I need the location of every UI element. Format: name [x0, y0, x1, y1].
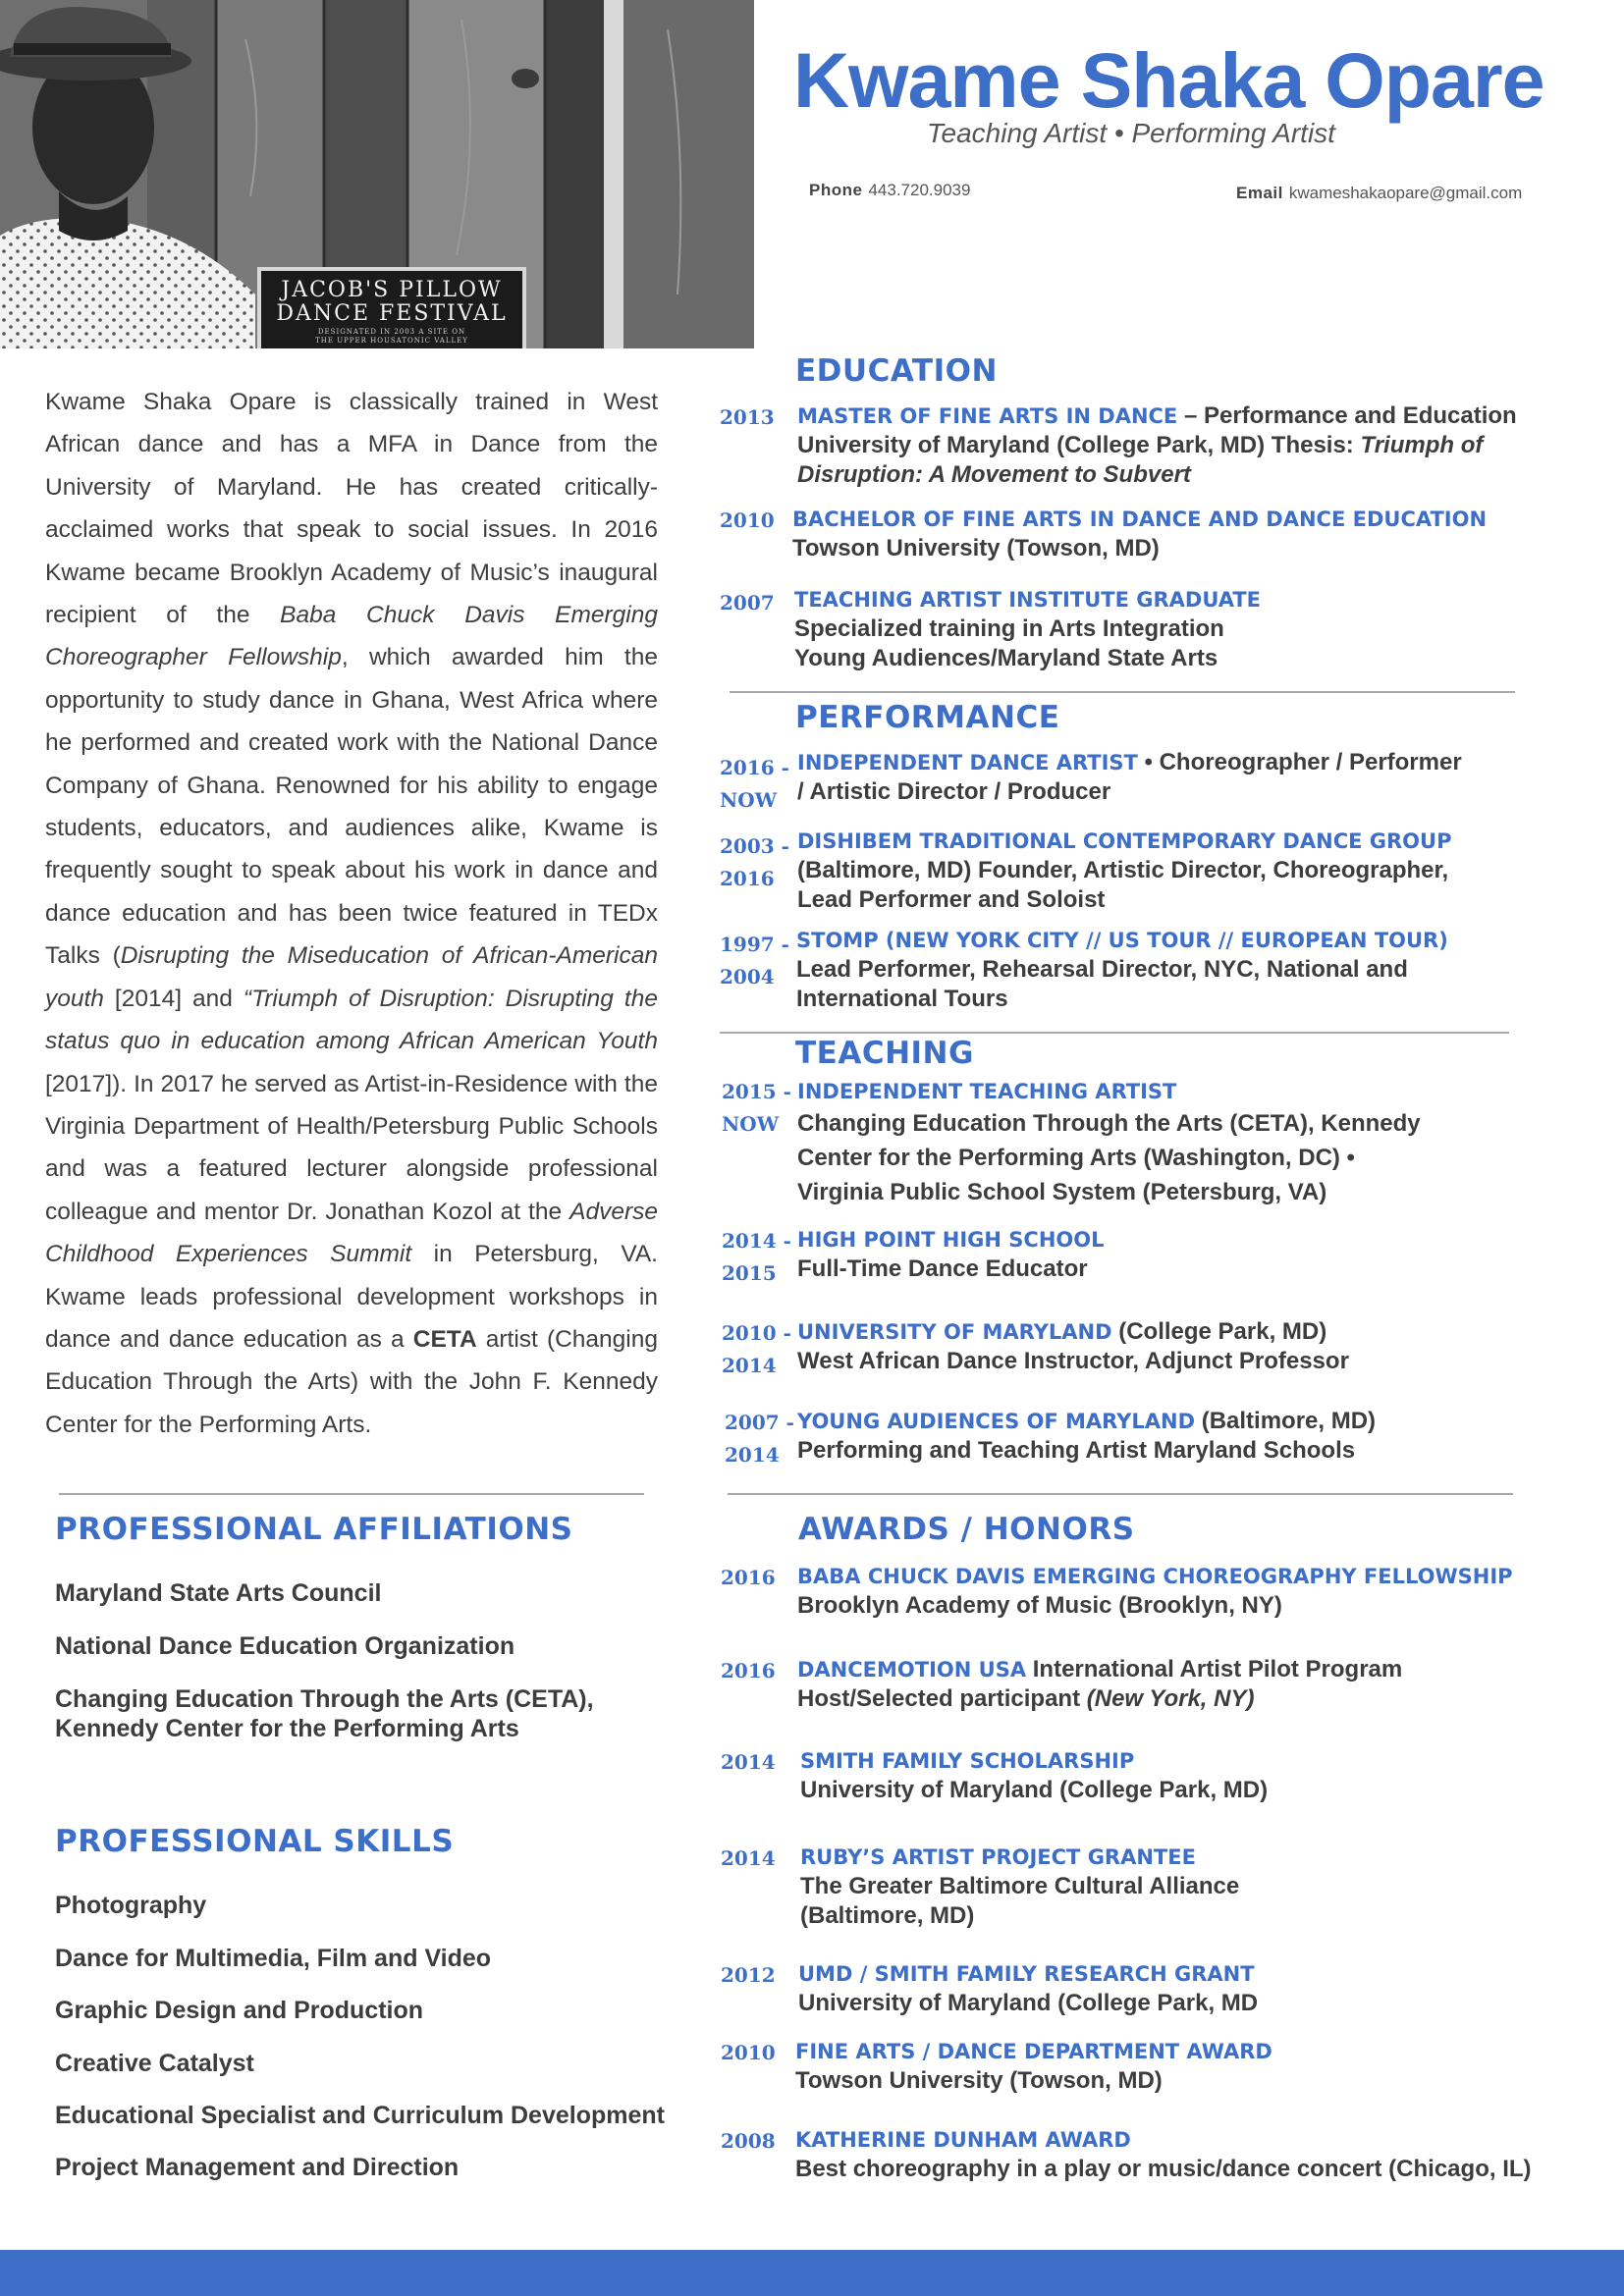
list-item: Kennedy Center for the Performing Arts [55, 1715, 519, 1742]
phone-number[interactable]: 443.720.9039 [868, 181, 971, 199]
bio-segment: [2017]). In 2017 he served as Artist-in-Residence with the Virginia Department of Health/Petersburg Public Schools and was a featured lecturer alongside professional colleague and mentor Dr. Jonathan Kozol at the [45, 1070, 658, 1225]
entry-year: 2008 [721, 2129, 776, 2153]
bio-segment: Adverse Childhood Experiences Summit [45, 1198, 658, 1268]
entry-text: Lead Performer and Soloist [797, 886, 1106, 913]
bio-segment: Kwame Shaka Opare is classically trained in West African dance and has a MFA in Dance from the University of Maryland. He has created critically-acclaimed works that speak to social issues. In 2016 Kwame became Brooklyn Academy of Music’s inaugural recipient of the [45, 389, 658, 629]
photo-sign-small1: DESIGNATED IN 2003 A SITE ON [317, 328, 466, 336]
entry-text: Best choreography in a play or music/dance concert (Chicago, IL) [795, 2156, 1532, 2182]
entry-text: Lead Performer, Rehearsal Director, NYC, National and [796, 956, 1408, 983]
bio-segment: , which awarded him the opportunity to study dance in Ghana, West Africa where he performed and created work with the National Dance Company of Ghana. Renowned for his ability to engage students, educators, and audiences alike, Kwame is frequently sought to speak about his work in dance and dance education and has been twice featured in TEDx Talks ( [45, 644, 658, 970]
entry-text: Changing Education Through the Arts (CETA), Kennedy [797, 1110, 1421, 1137]
entry-heading: INDEPENDENT DANCE ARTIST [797, 751, 1138, 774]
photo-sign-small2: THE UPPER HOUSATONIC VALLEY [315, 337, 468, 345]
entry-year: 2014 [721, 1750, 776, 1774]
list-item: Dance for Multimedia, Film and Video [55, 1945, 492, 1972]
award-entry [798, 1959, 1258, 2018]
photo-sign [257, 267, 526, 348]
entry-year [725, 1407, 794, 1471]
teaching-entry [797, 1225, 1105, 1284]
list-item: Educational Specialist and Curriculum Development [55, 2102, 665, 2129]
entry-year: 2014 [721, 1846, 776, 1870]
award-entry [800, 1746, 1268, 1805]
entry-tail: (College Park, MD) [1118, 1318, 1327, 1345]
year-start: 1997 - [720, 933, 789, 956]
entry-text: Performing and Teaching Artist Maryland Schools [797, 1437, 1356, 1464]
entry-heading: SMITH FAMILY SCHOLARSHIP [800, 1749, 1135, 1773]
divider [59, 1493, 644, 1495]
education-entry [794, 585, 1261, 673]
performance-entry [796, 926, 1448, 1014]
entry-text: Brooklyn Academy of Music (Brooklyn, NY) [797, 1592, 1282, 1619]
bio-segment: CETA [412, 1325, 477, 1353]
entry-text: Towson University (Towson, MD) [792, 535, 1160, 561]
bio-segment: “Triumph of Disruption: Disrupting the status quo in education among African American Youth [45, 985, 658, 1055]
entry-heading: KATHERINE DUNHAM AWARD [795, 2128, 1131, 2152]
education-entry [797, 401, 1517, 490]
year-start: 2010 - [722, 1321, 791, 1345]
entry-year [720, 830, 789, 895]
entry-text: Young Audiences/Maryland State Arts [794, 645, 1218, 671]
affiliations-title: PROFESSIONAL AFFILIATIONS [55, 1512, 573, 1547]
divider [720, 1032, 1509, 1034]
entry-heading: STOMP (NEW YORK CITY // US TOUR // EUROPEAN TOUR) [796, 929, 1448, 952]
bio-segment: Disrupting the Miseducation of African-American youth [45, 942, 658, 1012]
teaching-entry [797, 1077, 1421, 1209]
entry-text: University of Maryland (College Park, MD [798, 1990, 1259, 2016]
list-item: National Dance Education Organization [55, 1632, 515, 1660]
teaching-entry [797, 1317, 1349, 1376]
entry-heading: HIGH POINT HIGH SCHOOL [797, 1228, 1105, 1252]
entry-tail: International Artist Pilot Program [1032, 1656, 1403, 1682]
entry-heading: RUBY’S ARTIST PROJECT GRANTEE [800, 1845, 1196, 1869]
year-end: NOW [720, 788, 778, 812]
entry-heading: INDEPENDENT TEACHING ARTIST [797, 1080, 1177, 1103]
entry-text: Full-Time Dance Educator [797, 1255, 1088, 1282]
entry-text: Triumph of [1360, 432, 1484, 458]
entry-year [720, 752, 789, 817]
teaching-entry [797, 1407, 1376, 1466]
entry-text: / Artistic Director / Producer [797, 778, 1111, 805]
list-item: Graphic Design and Production [55, 1997, 424, 2024]
entry-heading: MASTER OF FINE ARTS IN DANCE [797, 404, 1178, 428]
year-end: 2014 [725, 1443, 780, 1467]
photo-sign-line2: DANCE FESTIVAL [276, 301, 508, 326]
entry-year: 2016 [721, 1659, 776, 1682]
entry-text: University of Maryland (College Park, MD) [800, 1777, 1269, 1803]
email-address[interactable]: kwameshakaopare@gmail.com [1288, 184, 1523, 202]
entry-text: West African Dance Instructor, Adjunct Professor [797, 1348, 1349, 1374]
year-end: 2015 [722, 1261, 777, 1285]
bio-paragraph [45, 381, 658, 1446]
entry-text: – Performance and Education [1183, 402, 1517, 429]
entry-text: Center for the Performing Arts (Washington, DC) • [797, 1145, 1355, 1171]
entry-year: 2010 [721, 2041, 776, 2064]
list-item: Photography [55, 1892, 207, 1919]
email-contact [1236, 184, 1522, 203]
entry-heading: BACHELOR OF FINE ARTS IN DANCE AND DANCE EDUCATION [792, 507, 1488, 531]
bio-segment: in Petersburg, VA. Kwame leads professional development workshops in dance and dance education as a [45, 1241, 658, 1353]
bio-segment: Baba Chuck Davis Emerging Choreographer Fellowship [45, 602, 658, 671]
entry-text: Specialized training in Arts Integration [794, 615, 1224, 642]
entry-text: International Tours [796, 986, 1008, 1012]
entry-text: Towson University (Towson, MD) [795, 2067, 1163, 2094]
education-entry [792, 505, 1487, 563]
entry-year: 2010 [720, 508, 775, 532]
entry-heading: FINE ARTS / DANCE DEPARTMENT AWARD [795, 2040, 1272, 2063]
entry-year [722, 1076, 791, 1141]
year-end: 2004 [720, 965, 775, 988]
entry-heading: YOUNG AUDIENCES OF MARYLAND [797, 1410, 1196, 1433]
entry-year [720, 929, 789, 993]
entry-text: Virginia Public School System (Petersburg, VA) [797, 1179, 1327, 1205]
year-start: 2015 - [722, 1080, 791, 1103]
year-end: 2014 [722, 1354, 777, 1377]
list-item: Changing Education Through the Arts (CETA), [55, 1685, 594, 1713]
divider [730, 691, 1515, 693]
skills-title: PROFESSIONAL SKILLS [55, 1824, 455, 1859]
entry-year: 2012 [721, 1963, 776, 1987]
phone-label: Phone [809, 181, 863, 199]
year-end: NOW [722, 1112, 780, 1136]
photo-sign-line1: JACOB'S PILLOW [281, 278, 503, 302]
list-item: Project Management and Direction [55, 2154, 460, 2181]
list-item: Creative Catalyst [55, 2050, 254, 2077]
entry-text: (Baltimore, MD) Founder, Artistic Director, Choreographer, [797, 857, 1449, 883]
entry-year [722, 1317, 791, 1382]
entry-heading: DANCEMOTION USA [797, 1658, 1027, 1682]
year-start: 2016 - [720, 756, 789, 779]
entry-text: (New York, NY) [1086, 1685, 1255, 1712]
performance-entry [797, 748, 1462, 807]
name-heading: Kwame Shaka Opare [793, 36, 1544, 124]
entry-heading: UMD / SMITH FAMILY RESEARCH GRANT [798, 1962, 1255, 1986]
subtitle: Teaching Artist • Performing Artist [927, 118, 1335, 148]
entry-heading: UNIVERSITY OF MARYLAND [797, 1320, 1112, 1344]
entry-text: Disruption: A Movement to Subvert [797, 461, 1191, 488]
awards-title: AWARDS / HONORS [798, 1512, 1135, 1547]
entry-text: • Choreographer / Performer [1144, 749, 1462, 775]
divider [728, 1493, 1513, 1495]
entry-year: 2013 [720, 405, 775, 429]
performance-title: PERFORMANCE [795, 700, 1060, 735]
entry-year [722, 1225, 791, 1290]
entry-text: (Baltimore, MD) [800, 1902, 975, 1929]
entry-heading: DISHIBEM TRADITIONAL CONTEMPORARY DANCE GROUP [797, 829, 1452, 853]
year-start: 2007 - [725, 1411, 794, 1434]
education-title: EDUCATION [795, 353, 998, 389]
year-start: 2014 - [722, 1229, 791, 1253]
award-entry [795, 2125, 1532, 2184]
entry-year: 2007 [720, 591, 775, 614]
award-entry [800, 1842, 1239, 1931]
entry-text: University of Maryland (College Park, MD) Thesis: [797, 432, 1361, 458]
entry-year: 2016 [721, 1566, 776, 1589]
bio-segment: artist (Changing Education Through the Arts) with the John F. Kennedy Center for the Performing Arts. [45, 1325, 658, 1438]
entry-tail: (Baltimore, MD) [1201, 1408, 1377, 1434]
year-start: 2003 - [720, 834, 789, 858]
year-end: 2016 [720, 867, 775, 890]
entry-heading: TEACHING ARTIST INSTITUTE GRADUATE [794, 588, 1262, 612]
award-entry [797, 1655, 1402, 1714]
footer-bar [0, 2250, 1624, 2296]
award-entry [795, 2037, 1272, 2096]
award-entry [797, 1562, 1513, 1621]
bio-segment: [2014] and [103, 985, 244, 1012]
entry-heading: BABA CHUCK DAVIS EMERGING CHOREOGRAPHY FELLOWSHIP [797, 1565, 1513, 1588]
entry-text: Host/Selected participant [797, 1685, 1087, 1712]
phone-contact [809, 181, 970, 200]
list-item: Maryland State Arts Council [55, 1579, 382, 1607]
teaching-title: TEACHING [795, 1036, 974, 1071]
email-label: Email [1236, 184, 1283, 202]
performance-entry [797, 827, 1451, 915]
entry-text: The Greater Baltimore Cultural Alliance [800, 1873, 1240, 1899]
